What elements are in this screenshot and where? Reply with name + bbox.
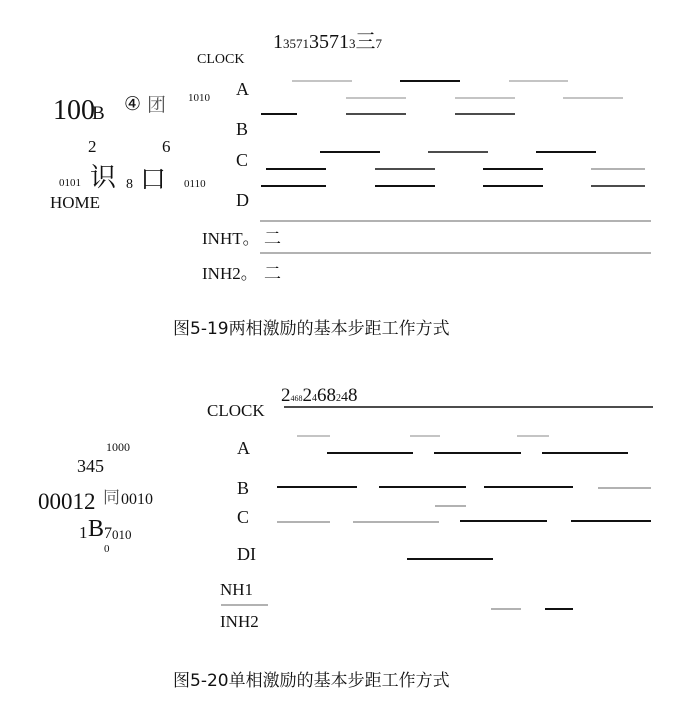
fig1-left-circled-4: ④: [124, 94, 142, 115]
tick-number: 7: [296, 36, 303, 51]
fig1-signal-b-label: B: [236, 119, 249, 139]
fig2-left-00012: 00012: [38, 489, 96, 514]
tick-number: 1: [339, 31, 349, 53]
fig1-left-b: B: [92, 103, 105, 124]
fig2-nh1-label: NH1: [220, 580, 254, 599]
fig1-signal-d-label: D: [236, 190, 249, 210]
fig1-left-6: 6: [162, 137, 171, 156]
tick-number: 6: [317, 385, 327, 406]
fig2-left-b: B: [88, 516, 105, 542]
fig2-inh2-label: INH2: [220, 612, 259, 631]
tick-number: 5: [289, 36, 296, 51]
fig2-signal-a-label: A: [237, 438, 250, 458]
tick-number: 3: [349, 36, 356, 51]
tick-number: 4: [341, 390, 348, 405]
fig2-left-tong: 同: [103, 488, 120, 507]
fig1-inh1-glyph: 二: [264, 229, 281, 248]
tick-number: 8: [298, 394, 303, 403]
tick-number: 7: [329, 31, 339, 53]
tick-number: 三: [355, 31, 376, 53]
fig2-left-0: 0: [104, 543, 110, 555]
tick-number: 1: [273, 31, 283, 53]
fig1-inh1-label: INHT。: [202, 229, 260, 248]
tick-number: 2: [302, 385, 312, 406]
fig1-left-2: 2: [88, 137, 97, 156]
fig2-left-010: 010: [112, 527, 132, 542]
fig2-left-7: 7: [104, 525, 112, 542]
fig2-left-0010: 0010: [121, 491, 153, 508]
tick-number: 2: [336, 393, 341, 404]
tick-number: 8: [326, 385, 336, 406]
fig1-inh2-label: INH2。: [202, 264, 258, 283]
tick-number: 3: [309, 31, 319, 53]
fig2-clock-label: CLOCK: [207, 401, 265, 420]
fig1-inh2-glyph: 二: [264, 264, 281, 283]
tick-number: 1: [302, 36, 309, 51]
fig2-signal-d-label: DI: [237, 544, 256, 564]
tick-number: 7: [375, 36, 382, 51]
fig2-signal-b-label: B: [237, 478, 250, 498]
fig2-signal-c-label: C: [237, 507, 250, 527]
fig1-left-shi: 识: [90, 163, 117, 192]
fig2-top-numbers: [281, 386, 358, 405]
fig1-left-0101: 0101: [59, 177, 81, 189]
tick-number: 6: [294, 394, 299, 403]
fig2-left-1: 1: [79, 523, 88, 542]
tick-number: 4: [290, 394, 295, 403]
fig1-clock-label: CLOCK: [197, 52, 245, 67]
fig1-left-100: 100: [53, 95, 95, 126]
tick-number: 5: [319, 31, 329, 53]
fig1-code-0110: 0110: [184, 178, 206, 190]
fig1-left-8: 8: [126, 177, 133, 192]
fig1-caption: 图5-19两相激励的基本步距工作方式: [173, 319, 450, 339]
fig1-code-1010: 1010: [188, 92, 210, 104]
fig1-left-home: HOME: [50, 193, 101, 212]
fig1-signal-a-label: A: [236, 79, 249, 99]
fig2-left-345: 345: [77, 456, 104, 476]
fig1-signal-c-label: C: [236, 150, 249, 170]
fig2-left-1000: 1000: [106, 440, 130, 454]
fig1-left-kou: 口: [140, 165, 167, 194]
tick-number: 8: [348, 385, 358, 406]
tick-number: 2: [281, 385, 291, 406]
fig1-left-tuan: 团: [147, 95, 167, 116]
fig2-caption: 图5-20单相激励的基本步距工作方式: [173, 671, 450, 691]
tick-number: 3: [283, 36, 290, 51]
tick-number: 4: [312, 393, 317, 404]
